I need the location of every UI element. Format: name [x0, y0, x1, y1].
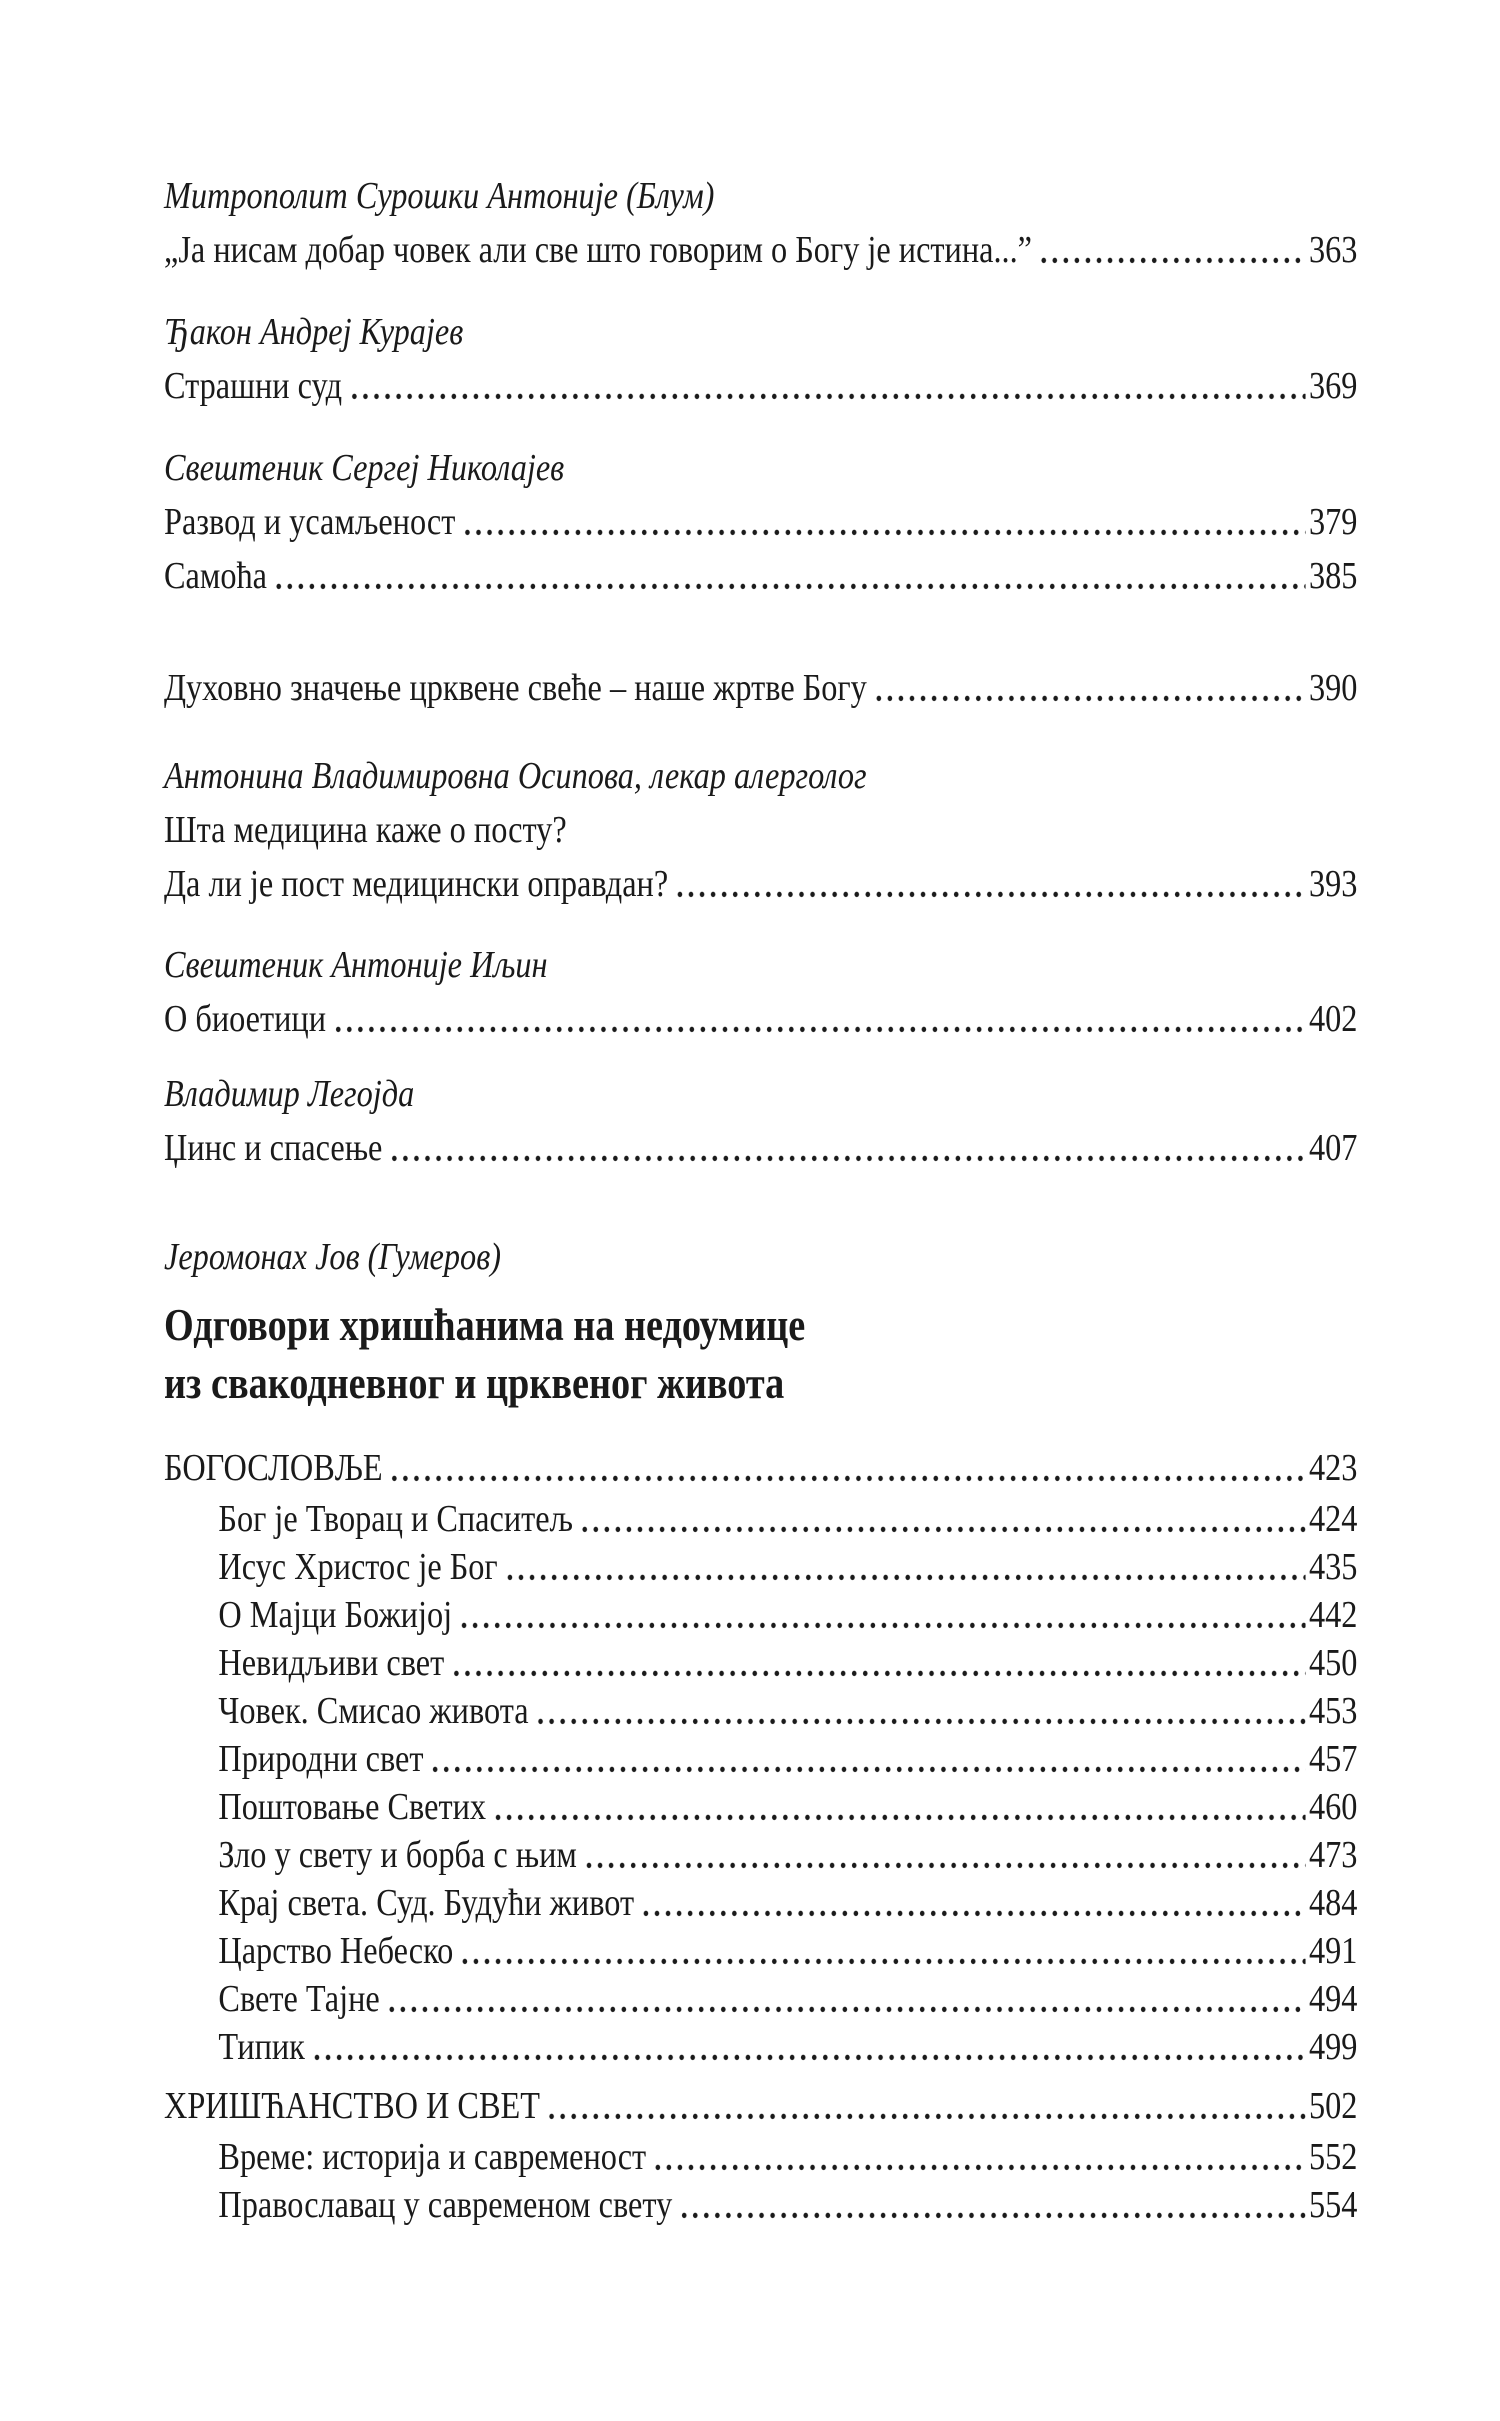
toc-author-line [164, 169, 1357, 223]
entry-title: Џинс и спасење [164, 1127, 383, 1169]
entry-title: Шта медицина каже о посту? [164, 809, 567, 851]
page-number: 457 [1308, 1738, 1358, 1780]
toc-author-line [164, 305, 1357, 359]
page-number: 460 [1308, 1786, 1358, 1828]
dot-leader [675, 857, 1306, 911]
toc-entry-line [164, 803, 1357, 857]
entry-title: Бог је Творац и Спаситељ [218, 1498, 574, 1540]
dot-leader [584, 1831, 1306, 1879]
book-title: из свакодневног и црквеног живота [164, 1358, 785, 1408]
dot-leader [451, 1639, 1305, 1687]
entry-title: Развод и усамљеност [164, 501, 456, 543]
dot-leader [493, 1783, 1306, 1831]
author-name: Владимир Легојда [164, 1073, 415, 1115]
entry-title: Исус Христос је Бог [218, 1546, 498, 1588]
toc-subentry-line [164, 1927, 1357, 1975]
toc-author-line [164, 1230, 1357, 1284]
book-title: Одговори хришћанима на недоумице [164, 1300, 806, 1350]
page-number: 363 [1308, 229, 1358, 271]
toc-entry-line [164, 549, 1357, 603]
dot-leader [333, 992, 1306, 1046]
toc-author-line [164, 938, 1357, 992]
toc-entry-line [164, 992, 1357, 1046]
page-number: 491 [1308, 1930, 1358, 1972]
entry-title: Свете Тајне [218, 1978, 380, 2020]
toc-section-line [164, 2079, 1357, 2133]
page-number: 484 [1308, 1882, 1358, 1924]
dot-leader [462, 495, 1305, 549]
page-number: 379 [1308, 501, 1358, 543]
toc-subentry-line [164, 1735, 1357, 1783]
entry-title: Невидљиви свет [218, 1642, 445, 1684]
dot-leader [1039, 223, 1306, 277]
toc-subentry-line [164, 2133, 1357, 2181]
toc-entry-line [164, 661, 1357, 715]
page-number: 473 [1308, 1834, 1358, 1876]
page-number: 552 [1308, 2136, 1358, 2178]
author-name: Јеромонах Јов (Гумеров) [164, 1236, 501, 1278]
dot-leader [580, 1495, 1306, 1543]
page-number: 450 [1308, 1642, 1358, 1684]
toc-author-line [164, 1067, 1357, 1121]
toc-author-line [164, 749, 1357, 803]
entry-title: Зло у свету и борба с њим [218, 1834, 577, 1876]
dot-leader [459, 1591, 1306, 1639]
entry-title: Страшни суд [164, 365, 343, 407]
page-number: 424 [1308, 1498, 1358, 1540]
dot-leader [349, 359, 1306, 413]
page-number: 390 [1308, 667, 1358, 709]
author-name: Антонина Владимировна Осипова, лекар алерголог [164, 755, 867, 797]
toc-subentry-line [164, 1543, 1357, 1591]
page-number: 393 [1308, 863, 1358, 905]
toc-entry-line [164, 857, 1357, 911]
toc-entry-line [164, 495, 1357, 549]
author-name: Свештеник Сергеј Николајев [164, 447, 565, 489]
dot-leader [679, 2181, 1306, 2229]
page-number: 402 [1308, 998, 1358, 1040]
dot-leader [535, 1687, 1305, 1735]
page-number: 423 [1308, 1447, 1358, 1489]
section-title: ХРИШЋАНСТВО И СВЕТ [164, 2085, 540, 2127]
toc-list [164, 169, 1357, 2229]
page-number: 499 [1308, 2026, 1358, 2068]
dot-leader [547, 2079, 1306, 2133]
dot-leader [387, 1975, 1306, 2023]
dot-leader [641, 1879, 1306, 1927]
entry-title: О Мајци Божијој [218, 1594, 453, 1636]
toc-author-line [164, 441, 1357, 495]
author-name: Свештеник Антоније Иљин [164, 944, 548, 986]
dot-leader [274, 549, 1306, 603]
toc-subentry-line [164, 1831, 1357, 1879]
dot-leader [430, 1735, 1305, 1783]
toc-entry-line [164, 1121, 1357, 1175]
entry-title: Човек. Смисао живота [218, 1690, 529, 1732]
entry-title: Духовно значење црквене свеће – наше жртве Богу [164, 667, 867, 709]
toc-subentry-line [164, 1975, 1357, 2023]
page-number: 502 [1308, 2085, 1358, 2127]
entry-title: Самоћа [164, 555, 267, 597]
toc-section-line [164, 1441, 1357, 1495]
entry-title: Да ли је пост медицински оправдан? [164, 863, 669, 905]
toc-subentry-line [164, 1879, 1357, 1927]
entry-title: Типик [218, 2026, 305, 2068]
author-name: Ђакон Андреј Курајев [164, 311, 464, 353]
toc-subentry-line [164, 1687, 1357, 1735]
page-number: 407 [1308, 1127, 1358, 1169]
page-number: 435 [1308, 1546, 1358, 1588]
entry-title: О биоетици [164, 998, 326, 1040]
dot-leader [874, 661, 1306, 715]
author-name: Митрополит Сурошки Антоније (Блум) [164, 175, 715, 217]
entry-title: Поштовање Светих [218, 1786, 487, 1828]
dot-leader [504, 1543, 1305, 1591]
toc-subentry-line [164, 1783, 1357, 1831]
page-number: 453 [1308, 1690, 1358, 1732]
entry-title: Царство Небеско [218, 1930, 454, 1972]
entry-title: Крај света. Суд. Будући живот [218, 1882, 635, 1924]
toc-subentry-line [164, 1495, 1357, 1543]
toc-book-title-line [164, 1354, 1357, 1412]
toc-subentry-line [164, 2181, 1357, 2229]
entry-title: „Ја нисам добар човек али све што говорим о Богу је истина...” [164, 229, 1033, 271]
page-number: 554 [1308, 2184, 1358, 2226]
entry-title: Природни свет [218, 1738, 424, 1780]
entry-title: Време: историја и савременост [218, 2136, 647, 2178]
page-number: 385 [1308, 555, 1358, 597]
toc-subentry-line [164, 1591, 1357, 1639]
entry-title: Православац у савременом свету [218, 2184, 673, 2226]
toc-entry-line [164, 223, 1357, 277]
dot-leader [653, 2133, 1306, 2181]
page-number: 442 [1308, 1594, 1358, 1636]
toc-entry-line [164, 359, 1357, 413]
dot-leader [460, 1927, 1305, 1975]
section-title: БОГОСЛОВЉЕ [164, 1447, 383, 1489]
toc-book-title-line [164, 1296, 1357, 1354]
dot-leader [389, 1121, 1305, 1175]
toc-subentry-line [164, 2023, 1357, 2071]
dot-leader [312, 2023, 1306, 2071]
toc-subentry-line [164, 1639, 1357, 1687]
page-number: 494 [1308, 1978, 1358, 2020]
page-number: 369 [1308, 365, 1358, 407]
dot-leader [389, 1441, 1305, 1495]
